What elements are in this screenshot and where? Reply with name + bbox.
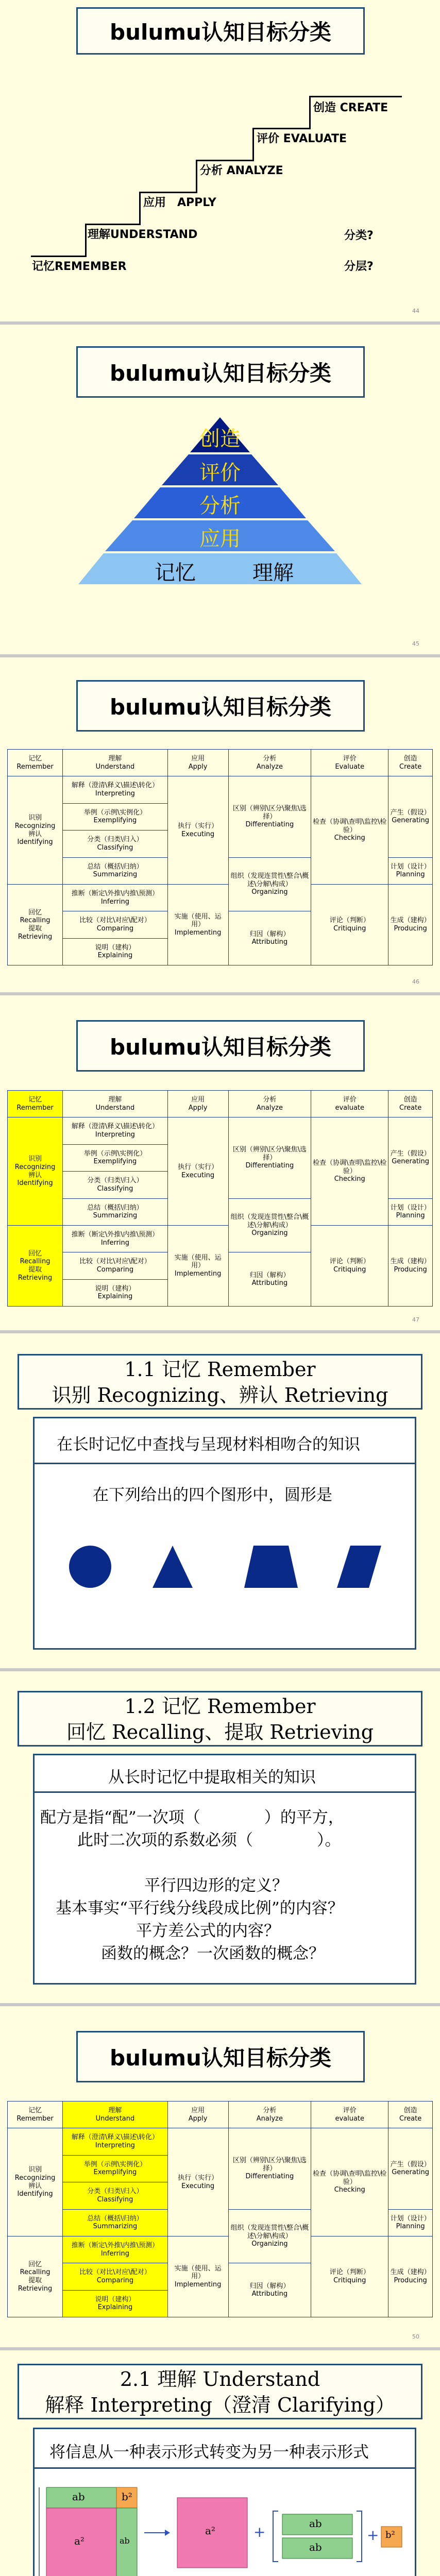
stair-step bbox=[139, 192, 141, 225]
bracket bbox=[357, 2511, 362, 2562]
taxonomy-table bbox=[7, 2101, 433, 2317]
step-evaluate: 评价 EVALUATE bbox=[257, 132, 347, 145]
cell-interpreting: 解释（澄清\释义\描述\转化） Interpreting bbox=[63, 1117, 168, 1144]
table-header-row bbox=[8, 1091, 433, 1117]
cell-checking: 检查（协调\查明\监控\检验） Checking bbox=[311, 1117, 388, 1226]
cell-summarizing: 总结（概括\归纳） Summarizing bbox=[63, 1198, 168, 1225]
cell-recalling: 回忆 Recalling 提取 Retrieving bbox=[8, 1225, 63, 1306]
section-header bbox=[18, 1354, 422, 1410]
area-diagram bbox=[0, 2350, 440, 2576]
cell-attributing: 归因（解构） Attributing bbox=[228, 1252, 311, 1307]
header-apply: 应用 Apply bbox=[167, 750, 228, 776]
cell-planning: 计划（设计） Planning bbox=[388, 2209, 433, 2236]
stair-step bbox=[252, 128, 254, 161]
stair-step bbox=[196, 160, 197, 193]
stair-step bbox=[196, 160, 252, 161]
question-classify: 分类? bbox=[344, 229, 374, 242]
label-ab: ab bbox=[309, 2517, 322, 2530]
slide-remember-recalling bbox=[0, 1671, 440, 2003]
header-understand: 理解 Understand bbox=[63, 2102, 168, 2128]
stair-step bbox=[85, 224, 87, 257]
level-analyze-label: 分析 bbox=[199, 494, 241, 518]
cell-summarizing: 总结（概括\归纳） Summarizing bbox=[63, 2209, 168, 2236]
taxonomy-table bbox=[7, 1090, 433, 1307]
label-ab: ab bbox=[309, 2541, 322, 2553]
level-create-label: 创造 bbox=[199, 427, 241, 451]
slide-table-plain bbox=[0, 657, 440, 992]
cell-exemplifying: 举例（示例\实例化） Exemplifying bbox=[63, 2155, 168, 2182]
section-subtitle: 回忆 Recalling、提取 Retrieving bbox=[66, 1721, 374, 1743]
cell-producing: 生成（建构） Producing bbox=[388, 2236, 433, 2317]
page-number: 45 bbox=[412, 640, 419, 647]
slide-title: bulumu认知目标分类 bbox=[76, 1020, 365, 1072]
cell-critiquing: 评论（判断） Critiquing bbox=[311, 884, 388, 965]
stair-step bbox=[309, 96, 311, 129]
stair-step bbox=[252, 128, 309, 129]
header-apply: 应用 Apply bbox=[167, 2102, 228, 2128]
page-number: 46 bbox=[412, 978, 419, 985]
cell-organizing: 组织（发现连贯性\整合\概述\分解\构成） Organizing bbox=[228, 857, 311, 911]
cell-producing: 生成（建构） Producing bbox=[388, 884, 433, 965]
slide-table-remember bbox=[0, 995, 440, 1330]
cell-interpreting: 解释（澄清\释义\描述\转化） Interpreting bbox=[63, 2128, 168, 2155]
arrow-head bbox=[165, 2530, 170, 2536]
stair-step bbox=[309, 96, 402, 97]
taxonomy-table bbox=[7, 749, 433, 965]
cell-differentiating: 区别（辨别\区分\聚焦\选择） Differentiating bbox=[228, 1117, 311, 1198]
cell-planning: 计划（设计） Planning bbox=[388, 857, 433, 884]
page-number: 47 bbox=[412, 1316, 419, 1323]
header-create: 创造 Create bbox=[388, 750, 433, 776]
cell-classifying: 分类（归类\归入） Classifying bbox=[63, 2182, 168, 2209]
cell-comparing: 比较（对比\对应\配对） Comparing bbox=[63, 1252, 168, 1279]
header-remember: 记忆 Remember bbox=[8, 2102, 63, 2128]
cell-explaining: 说明（建构） Explaining bbox=[63, 938, 168, 965]
page-number: 50 bbox=[412, 2333, 419, 2340]
page-number: 44 bbox=[412, 308, 419, 314]
table-row bbox=[8, 884, 433, 911]
slide-table-understand bbox=[0, 2006, 440, 2347]
header-create: 创造 Create bbox=[388, 1091, 433, 1117]
cell-comparing: 比较（对比\对应\配对） Comparing bbox=[63, 911, 168, 938]
header-understand: 理解 Understand bbox=[63, 750, 168, 776]
cell-critiquing: 评论（判断） Critiquing bbox=[311, 2236, 388, 2317]
slide-staircase bbox=[0, 0, 440, 321]
cell-attributing: 归因（解构） Attributing bbox=[228, 911, 311, 965]
table-row bbox=[8, 1117, 433, 1144]
circle-shape[interactable] bbox=[69, 1546, 111, 1588]
cell-attributing: 归因（解构） Attributing bbox=[228, 2263, 311, 2317]
cell-generating: 产生（假设） Generating bbox=[388, 776, 433, 857]
section-subtitle: 解释 Interpreting（澄清 Clarifying） bbox=[45, 2394, 395, 2416]
header-analyze: 分析 Analyze bbox=[228, 2102, 311, 2128]
header-apply: 应用 Apply bbox=[167, 1091, 228, 1117]
cell-implementing: 实施（使用、运用） Implementing bbox=[167, 1225, 228, 1306]
label-ab: ab bbox=[120, 2536, 130, 2546]
slide-title: bulumu认知目标分类 bbox=[76, 680, 365, 732]
cell-differentiating: 区别（辨别\区分\聚焦\选择） Differentiating bbox=[228, 776, 311, 857]
step-understand: 理解UNDERSTAND bbox=[88, 228, 198, 241]
section-header bbox=[18, 1691, 422, 1747]
stair-step bbox=[139, 192, 196, 193]
header-create: 创造 Create bbox=[388, 2102, 433, 2128]
cell-executing: 执行（实行） Executing bbox=[167, 1117, 228, 1226]
section-title: 2.1 理解 Understand bbox=[120, 2368, 320, 2391]
cell-checking: 检查（协调\查明\监控\检验） Checking bbox=[311, 2128, 388, 2236]
step-remember: 记忆REMEMBER bbox=[32, 260, 127, 273]
slide-title: bulumu认知目标分类 bbox=[76, 2031, 365, 2082]
plus-sign: + bbox=[253, 2523, 266, 2540]
cell-producing: 生成（建构） Producing bbox=[388, 1225, 433, 1306]
section-subtitle: 识别 Recognizing、辨认 Retrieving bbox=[52, 1384, 388, 1406]
cell-implementing: 实施（使用、运用） Implementing bbox=[167, 884, 228, 965]
cell-classifying: 分类（归类\归入） Classifying bbox=[63, 831, 168, 857]
pyramid-level-base bbox=[78, 553, 362, 584]
box-title: 在长时记忆中查找与呈现材料相吻合的知识 bbox=[57, 1435, 360, 1454]
header-evaluate: 评价 Evaluate bbox=[311, 750, 388, 776]
label-ab: ab bbox=[72, 2490, 85, 2503]
cell-implementing: 实施（使用、运用） Implementing bbox=[167, 2236, 228, 2317]
cell-executing: 执行（实行） Executing bbox=[167, 2128, 228, 2236]
cell-recalling: 回忆 Recalling 提取 Retrieving bbox=[8, 2236, 63, 2317]
slide-title: bulumu认知目标分类 bbox=[76, 346, 365, 398]
question-line: 基本事实“平行线分线段成比例”的内容？ bbox=[56, 1899, 344, 1918]
stair-step bbox=[85, 224, 139, 225]
table-row bbox=[8, 2128, 433, 2155]
question-line: 配方是指“配”一次项（ ）的平方， bbox=[40, 1808, 344, 1827]
question-line: 平行四边形的定义？ bbox=[144, 1876, 288, 1895]
header-understand: 理解 Understand bbox=[63, 1091, 168, 1117]
table-row bbox=[8, 1225, 433, 1252]
slide-pyramid bbox=[0, 325, 440, 654]
table-row bbox=[8, 776, 433, 803]
slide-title: bulumu认知目标分类 bbox=[76, 7, 365, 55]
step-analyze: 分析 ANALYZE bbox=[200, 164, 283, 177]
cell-interpreting: 解释（澄清\释义\描述\转化） Interpreting bbox=[63, 776, 168, 803]
level-apply-label: 应用 bbox=[199, 527, 241, 551]
question-text: 在下列给出的四个图形中，圆形是 bbox=[93, 1486, 332, 1504]
table-row bbox=[8, 2236, 433, 2263]
cell-organizing: 组织（发现连贯性\整合\概述\分解\构成） Organizing bbox=[228, 2209, 311, 2263]
stair-step bbox=[31, 256, 85, 257]
cell-generating: 产生（假设） Generating bbox=[388, 2128, 433, 2209]
level-understand-label: 理解 bbox=[252, 561, 294, 585]
step-create: 创造 CREATE bbox=[313, 101, 388, 114]
cell-recalling: 回忆 Recalling 提取 Retrieving bbox=[8, 884, 63, 965]
box-title: 从长时记忆中提取相关的知识 bbox=[108, 1768, 316, 1787]
label-b2: b² bbox=[385, 2530, 395, 2540]
header-remember: 记忆 Remember bbox=[8, 750, 63, 776]
header-evaluate: 评价 evaluate bbox=[311, 1091, 388, 1117]
cell-explaining: 说明（建构） Explaining bbox=[63, 2290, 168, 2317]
label-a2: a² bbox=[74, 2535, 84, 2547]
question-line: 此时二次项的系数必须（ ）。 bbox=[77, 1831, 341, 1850]
level-remember-label: 记忆 bbox=[155, 561, 196, 585]
level-evaluate-label: 评价 bbox=[199, 461, 241, 485]
cell-exemplifying: 举例（示例\实例化） Exemplifying bbox=[63, 1144, 168, 1171]
bracket bbox=[273, 2511, 278, 2562]
cell-inferring: 推断（断定\外推\内推\预测） Inferring bbox=[63, 1225, 168, 1252]
cell-critiquing: 评论（判断） Critiquing bbox=[311, 1225, 388, 1306]
question-layer: 分层? bbox=[344, 260, 374, 273]
box-title: 将信息从一种表示形式转变为另一种表示形式 bbox=[49, 2443, 369, 2462]
table-header-row bbox=[8, 750, 433, 776]
cell-differentiating: 区别（辨别\区分\聚焦\选择） Differentiating bbox=[228, 2128, 311, 2209]
slide-remember-recognizing bbox=[0, 1333, 440, 1668]
cell-recognizing: 识别 Recognizing 辨认 Identifying bbox=[8, 1117, 63, 1226]
cell-exemplifying: 举例（示例\实例化） Exemplifying bbox=[63, 803, 168, 830]
cell-recognizing: 识别 Recognizing 辨认 Identifying bbox=[8, 776, 63, 885]
question-line: 平方差公式的内容？ bbox=[136, 1922, 280, 1940]
cell-summarizing: 总结（概括\归纳） Summarizing bbox=[63, 857, 168, 884]
cell-classifying: 分类（归类\归入） Classifying bbox=[63, 1172, 168, 1198]
question-line: 函数的概念？一次函数的概念？ bbox=[101, 1944, 325, 1963]
header-evaluate: 评价 evaluate bbox=[311, 2102, 388, 2128]
cell-generating: 产生（假设） Generating bbox=[388, 1117, 433, 1198]
cell-checking: 检查（协调\查明\监控\检验） Checking bbox=[311, 776, 388, 885]
header-analyze: 分析 Analyze bbox=[228, 750, 311, 776]
cell-planning: 计划（设计） Planning bbox=[388, 1198, 433, 1225]
label-a2: a² bbox=[205, 2524, 215, 2537]
table-header-row bbox=[8, 2102, 433, 2128]
cell-organizing: 组织（发现连贯性\整合\概述\分解\构成） Organizing bbox=[228, 1198, 311, 1252]
cell-comparing: 比较（对比\对应\配对） Comparing bbox=[63, 2263, 168, 2290]
cell-inferring: 推断（断定\外推\内推\预测） Inferring bbox=[63, 2236, 168, 2263]
section-title: 1.2 记忆 Remember bbox=[124, 1695, 316, 1718]
cell-inferring: 推断（断定\外推\内推\预测） Inferring bbox=[63, 884, 168, 911]
cell-recognizing: 识别 Recognizing 辨认 Identifying bbox=[8, 2128, 63, 2236]
header-analyze: 分析 Analyze bbox=[228, 1091, 311, 1117]
section-title: 1.1 记忆 Remember bbox=[124, 1358, 316, 1381]
header-remember: 记忆 Remember bbox=[8, 1091, 63, 1117]
label-b2: b² bbox=[122, 2490, 132, 2503]
cell-executing: 执行（实行） Executing bbox=[167, 776, 228, 885]
cell-explaining: 说明（建构） Explaining bbox=[63, 1279, 168, 1306]
plus-sign: + bbox=[367, 2527, 379, 2544]
step-apply: 应用 APPLY bbox=[143, 196, 216, 209]
slide-understand-interpreting bbox=[0, 2350, 440, 2576]
